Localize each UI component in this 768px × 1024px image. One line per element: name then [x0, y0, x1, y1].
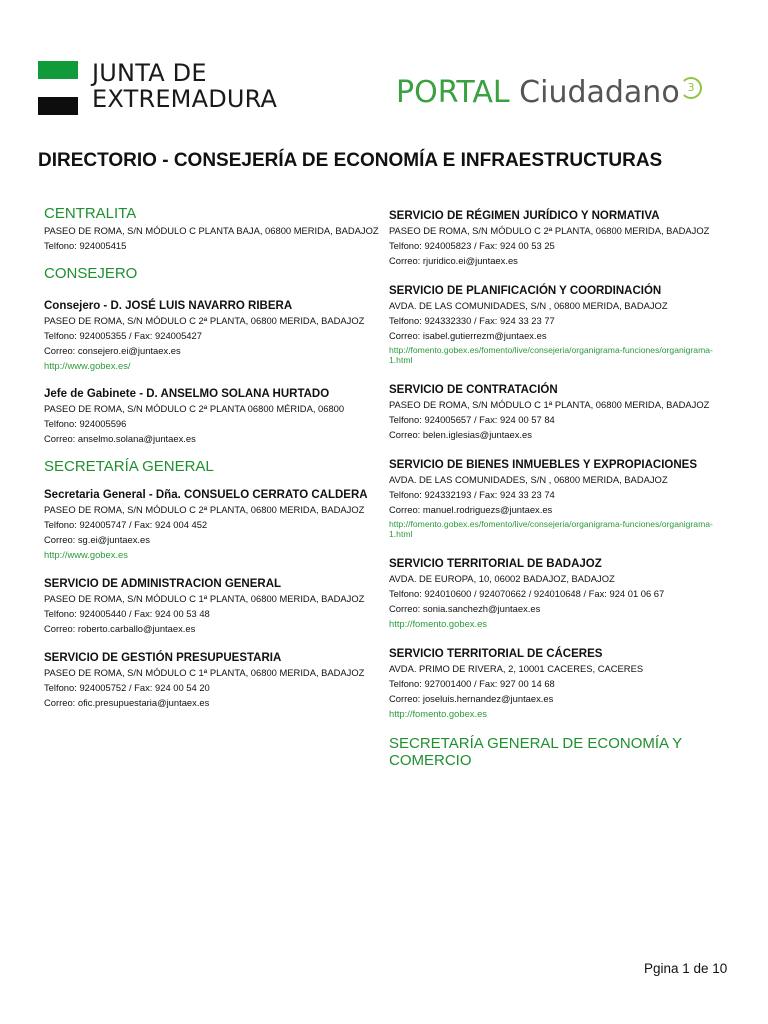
email: Correo: manuel.rodriguezs@juntaex.es — [389, 504, 553, 515]
email: Correo: consejero.ei@juntaex.es — [44, 345, 181, 356]
entry-title: Consejero - D. JOSÉ LUIS NAVARRO RIBERA — [44, 300, 293, 312]
entry-title: SERVICIO DE RÉGIMEN JURÍDICO Y NORMATIVA — [389, 210, 660, 222]
directory-entry — [389, 558, 719, 629]
phone: Telfono: 924005415 — [44, 240, 127, 251]
page-number: Pgina 1 de 10 — [644, 961, 728, 976]
directory-entry — [44, 652, 380, 708]
address: AVDA. DE LAS COMUNIDADES, S/N , 06800 MERIDA, BADAJOZ — [389, 474, 668, 485]
directory-entry — [389, 459, 719, 539]
directory-entry — [44, 388, 380, 444]
directory-entry — [44, 489, 380, 560]
email: Correo: sg.ei@juntaex.es — [44, 534, 150, 545]
website-link[interactable]: http://fomento.gobex.es/fomento/live/consejeria/organigrama-funciones/organigrama-1.html — [389, 519, 713, 539]
entry-title: Jefe de Gabinete - D. ANSELMO SOLANA HURTADO — [44, 388, 330, 400]
directory-entry — [44, 578, 380, 634]
logo-line-2: EXTREMADURA — [92, 85, 278, 113]
email: Correo: sonia.sanchezh@juntaex.es — [389, 603, 541, 614]
entry-title: SERVICIO DE CONTRATACIÓN — [389, 384, 558, 396]
address: PASEO DE ROMA, S/N MÓDULO C 1ª PLANTA, 06800 MERIDA, BADAJOZ — [389, 399, 710, 410]
phone: Telfono: 927001400 / Fax: 927 00 14 68 — [389, 678, 555, 689]
flag-green-stripe — [38, 61, 78, 79]
phone: Telfono: 924005752 / Fax: 924 00 54 20 — [44, 682, 210, 693]
entry-title: SERVICIO TERRITORIAL DE BADAJOZ — [389, 558, 602, 570]
flag-black-stripe — [38, 97, 78, 115]
directory-entry — [44, 300, 380, 371]
email: Correo: anselmo.solana@juntaex.es — [44, 433, 196, 444]
address: AVDA. DE EUROPA, 10, 06002 BADAJOZ, BADAJOZ — [389, 573, 615, 584]
email: Correo: belen.iglesias@juntaex.es — [389, 429, 532, 440]
entry-title: Secretaria General - Dña. CONSUELO CERRATO CALDERA — [44, 489, 368, 501]
directory-entry — [389, 384, 719, 440]
entry-title: SERVICIO TERRITORIAL DE CÁCERES — [389, 648, 603, 660]
directory-entry — [389, 648, 719, 719]
email: Correo: rjuridico.ei@juntaex.es — [389, 255, 518, 266]
entry-title: SERVICIO DE GESTIÓN PRESUPUESTARIA — [44, 652, 282, 664]
flag-white-stripe — [38, 79, 78, 96]
phone: Telfono: 924005657 / Fax: 924 00 57 84 — [389, 414, 555, 425]
phone: Telfono: 924332330 / Fax: 924 33 23 77 — [389, 315, 555, 326]
website-link[interactable]: http://fomento.gobex.es — [389, 708, 487, 719]
page-title: DIRECTORIO - CONSEJERÍA DE ECONOMÍA E INFRAESTRUCTURAS — [38, 150, 663, 171]
entry-title: SERVICIO DE PLANIFICACIÓN Y COORDINACIÓN — [389, 285, 662, 297]
address: PASEO DE ROMA, S/N MÓDULO C 1ª PLANTA, 06800 MERIDA, BADAJOZ — [44, 593, 365, 604]
phone: Telfono: 924005355 / Fax: 924005427 — [44, 330, 202, 341]
website-link[interactable]: http://www.gobex.es — [44, 549, 128, 560]
address: AVDA. PRIMO DE RIVERA, 2, 10001 CACERES, CACERES — [389, 663, 644, 674]
address: PASEO DE ROMA, S/N MÓDULO C 2ª PLANTA, 06800 MERIDA, BADAJOZ — [389, 225, 710, 236]
phone: Telfono: 924005823 / Fax: 924 00 53 25 — [389, 240, 555, 251]
section-heading-secretaria-economia: SECRETARÍA GENERAL DE ECONOMÍA Y COMERCIO — [389, 735, 682, 769]
email: Correo: roberto.carballo@juntaex.es — [44, 623, 196, 634]
directory-entry — [389, 285, 719, 365]
address: AVDA. DE LAS COMUNIDADES, S/N , 06800 MERIDA, BADAJOZ — [389, 300, 668, 311]
website-link[interactable]: http://www.gobex.es/ — [44, 360, 131, 371]
section-heading-consejero: CONSEJERO — [44, 265, 138, 282]
website-link[interactable]: http://fomento.gobex.es — [389, 618, 487, 629]
website-link[interactable]: http://fomento.gobex.es/fomento/live/consejeria/organigrama-funciones/organigrama-1.html — [389, 345, 713, 365]
phone: Telfono: 924005747 / Fax: 924 004 452 — [44, 519, 208, 530]
email: Correo: joseluis.hernandez@juntaex.es — [389, 693, 554, 704]
junta-logo-text — [92, 60, 322, 112]
entry-title: SERVICIO DE ADMINISTRACION GENERAL — [44, 578, 282, 590]
section-heading-centralita: CENTRALITA — [44, 205, 137, 222]
portal-word: PORTAL — [396, 75, 510, 110]
email: Correo: isabel.gutierrezm@juntaex.es — [389, 330, 547, 341]
phone: Telfono: 924010600 / 924070662 / 924010648 / Fax: 924 01 06 67 — [389, 588, 665, 599]
left-column — [44, 205, 380, 708]
entry-title: SERVICIO DE BIENES INMUEBLES Y EXPROPIACIONES — [389, 459, 698, 471]
section-heading-secretaria: SECRETARÍA GENERAL — [44, 458, 214, 475]
portal-number-badge: 3 — [680, 77, 702, 99]
phone: Telfono: 924332193 / Fax: 924 33 23 74 — [389, 489, 555, 500]
phone: Telfono: 924005596 — [44, 418, 127, 429]
address: PASEO DE ROMA, S/N MÓDULO C 2ª PLANTA, 06800 MERIDA, BADAJOZ — [44, 504, 365, 515]
logo-line-1: JUNTA DE — [92, 59, 207, 87]
portal-ciudadano-logo — [396, 75, 695, 111]
right-column — [389, 210, 719, 772]
phone: Telfono: 924005440 / Fax: 924 00 53 48 — [44, 608, 210, 619]
address: PASEO DE ROMA, S/N MÓDULO C 2ª PLANTA 06800 MÉRIDA, 06800 — [44, 403, 345, 414]
email: Correo: ofic.presupuestaria@juntaex.es — [44, 697, 210, 708]
address: PASEO DE ROMA, S/N MÓDULO C PLANTA BAJA, 06800 MERIDA, BADAJOZ — [44, 225, 379, 236]
portal-city-word: Ciudadano — [519, 75, 680, 110]
centralita-section — [44, 205, 380, 251]
address: PASEO DE ROMA, S/N MÓDULO C 2ª PLANTA, 06800 MERIDA, BADAJOZ — [44, 315, 365, 326]
directory-entry — [389, 210, 719, 266]
address: PASEO DE ROMA, S/N MÓDULO C 1ª PLANTA, 06800 MERIDA, BADAJOZ — [44, 667, 365, 678]
